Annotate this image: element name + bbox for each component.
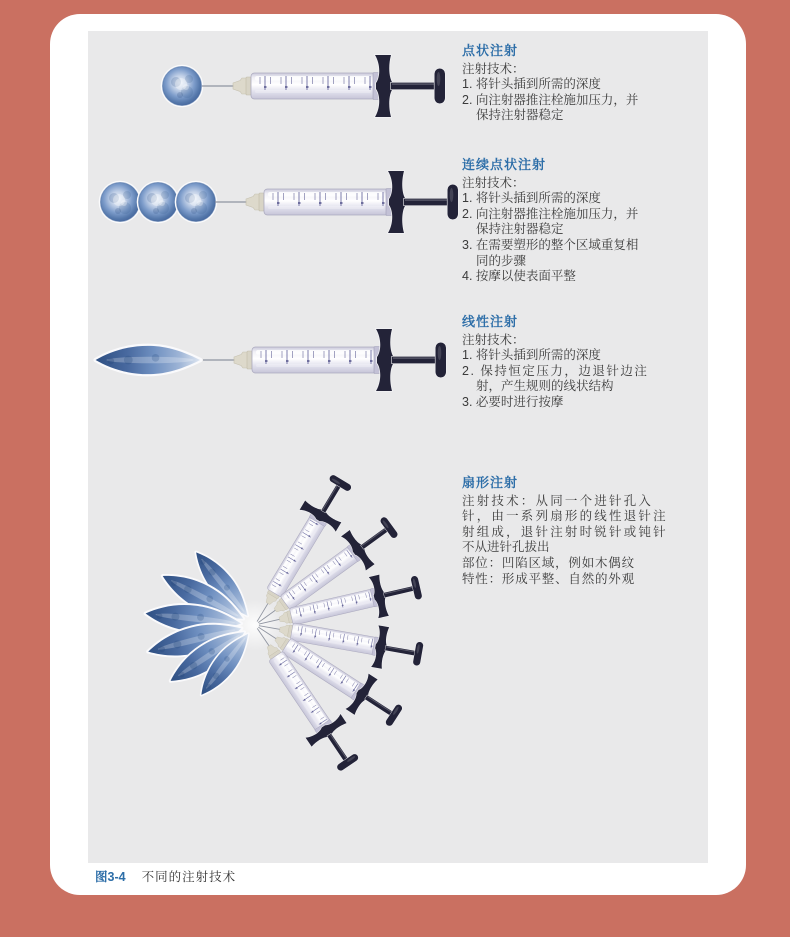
instruction-line: 保持注射器稳定 xyxy=(476,222,564,237)
fan-filler-threads xyxy=(144,545,256,701)
instruction-line: 注射技术： xyxy=(462,332,525,347)
filler-dot-icon xyxy=(99,181,142,224)
instruction-line: 不从进针孔拔出 xyxy=(462,540,550,555)
instruction-line: 1. 将针头插到所需的深度 xyxy=(462,191,601,206)
syringe-icon xyxy=(215,171,458,233)
section-heading: 连续点状注射 xyxy=(462,157,547,172)
instruction-line: 1. 将针头插到所需的深度 xyxy=(462,348,601,363)
instruction-line: 2. 保持恒定压力，边退针边注 xyxy=(462,363,649,378)
instruction-line: 3. 在需要塑形的整个区域重复相 xyxy=(462,237,639,252)
section-heading: 扇形注射 xyxy=(462,475,519,490)
figure-panel xyxy=(88,31,708,863)
injection-techniques-figure xyxy=(88,31,708,863)
instruction-line: 部位：凹陷区域，例如木偶纹 xyxy=(462,555,635,570)
instruction-line: 3. 必要时进行按摩 xyxy=(462,394,564,409)
figure-caption-label: 图3-4 xyxy=(95,870,126,884)
figure-caption-text: 不同的注射技术 xyxy=(141,870,237,884)
serial-dot-injection-illustration xyxy=(99,171,458,233)
instruction-line: 注射技术：从同一个进针孔入 xyxy=(462,493,654,508)
section-fan-injection xyxy=(462,475,700,587)
instruction-line: 注射技术： xyxy=(462,175,525,190)
filler-dot-icon xyxy=(137,181,180,224)
syringe-icon xyxy=(202,55,445,117)
instruction-line: 射组成，退针注射时锐针或钝针 xyxy=(462,524,668,539)
instruction-line: 特性：形成平整、自然的外观 xyxy=(462,571,635,586)
dot-injection-illustration xyxy=(161,55,445,117)
section-dot-injection xyxy=(462,43,700,124)
section-heading: 点状注射 xyxy=(462,43,519,58)
instruction-line: 1. 将针头插到所需的深度 xyxy=(462,77,601,92)
linear-injection-illustration xyxy=(96,329,446,391)
filler-dot-icon xyxy=(175,181,218,224)
instruction-line: 2. 向注射器推注栓施加压力，并 xyxy=(462,206,639,221)
instruction-line: 针，由一系列扇形的线性退针注 xyxy=(462,509,668,524)
section-heading: 线性注射 xyxy=(462,314,519,329)
instruction-line: 同的步骤 xyxy=(476,253,527,268)
syringe-icon xyxy=(203,329,446,391)
instruction-line: 注射技术： xyxy=(462,61,525,76)
filler-thread-icon xyxy=(96,346,201,374)
section-linear-injection xyxy=(462,314,700,411)
section-serial-dot-injection xyxy=(462,157,700,285)
book-page xyxy=(50,14,746,895)
figure-caption xyxy=(95,867,236,885)
fan-injection-illustration xyxy=(144,469,425,777)
instruction-line: 4. 按摩以使表面平整 xyxy=(462,269,576,284)
instruction-line: 2. 向注射器推注栓施加压力，并 xyxy=(462,92,639,107)
instruction-line: 射，产生规则的线状结构 xyxy=(476,379,614,394)
instruction-line: 保持注射器稳定 xyxy=(476,108,564,123)
filler-dot-icon xyxy=(161,65,204,108)
